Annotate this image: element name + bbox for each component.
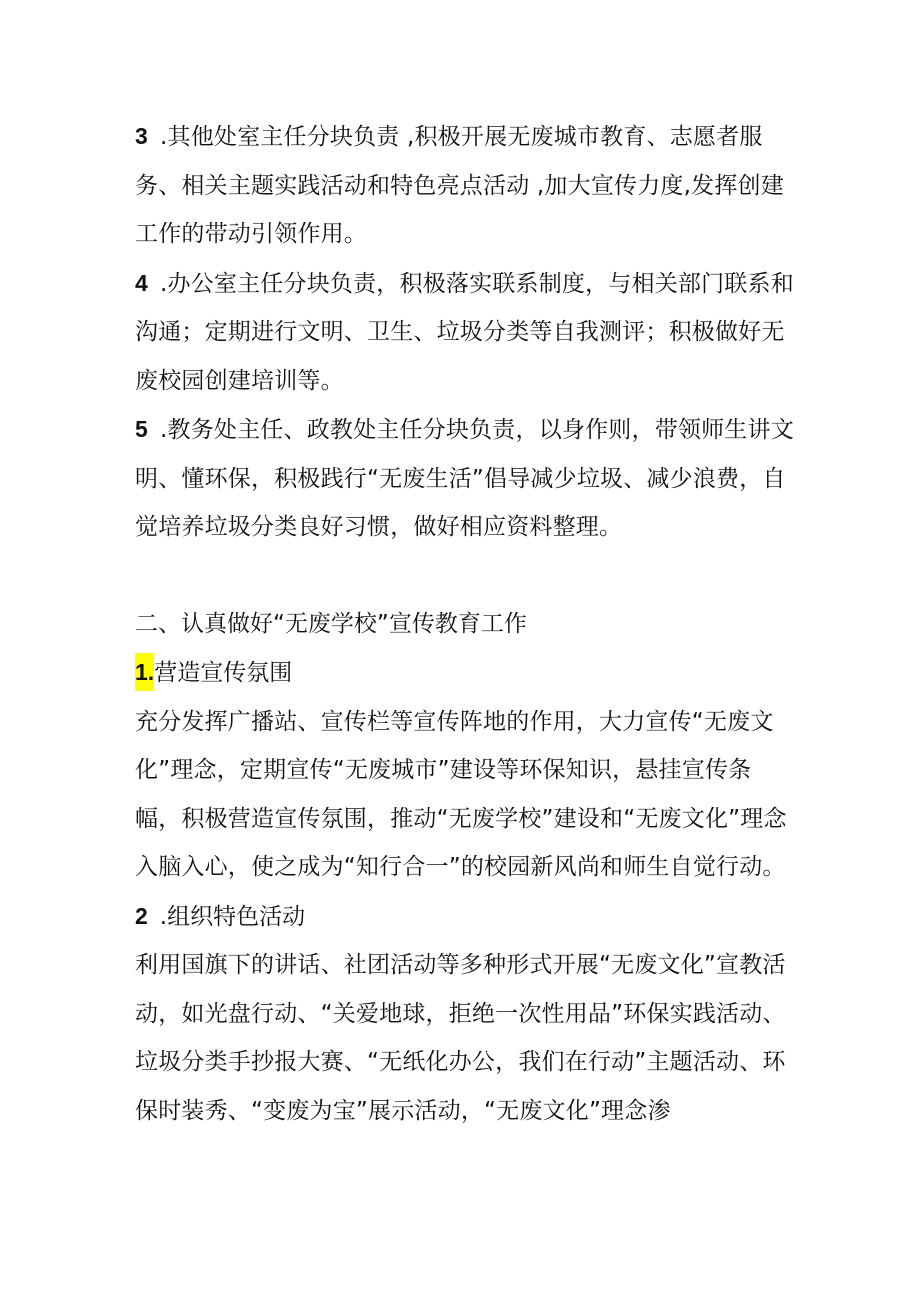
item-text: .办公室主任分块负责，积极落实联系制度，与相关部门联系和沟通；定期进行文明、卫生、垃圾分类等自我测评；积极做好无废校园创建培训等。 [135, 270, 794, 394]
subsection-1-body: 充分发挥广播站、宣传栏等宣传阵地的作用，大力宣传“无废文化”理念，定期宣传“无废城市”建设等环保知识，悬挂宣传条幅，积极营造宣传氛围，推动“无废学校”建设和“无废文化”理念入脑入心，使之成为“知行合一”的校园新风尚和师生自觉行动。 [135, 708, 787, 880]
subsection-2-body: 利用国旗下的讲话、社团活动等多种形式开展“无废文化”宣教活动，如光盘行动、“关爱地球，拒绝一次性用品”环保实践活动、垃圾分类手抄报大赛、“无纸化办公，我们在行动”主题活动、环保时装秀、“变废为宝”展示活动，“无废文化”理念渗 [135, 952, 786, 1124]
subheading-2 [135, 892, 795, 942]
item-number: 3 [135, 123, 148, 149]
list-item-3 [135, 112, 795, 259]
list-item-4 [135, 259, 795, 406]
list-item-5 [135, 405, 795, 552]
item-text: .教务处主任、政教处主任分块负责，以身作则，带领师生讲文明、懂环保，积极践行“无废生活”倡导减少垃圾、减少浪费，自觉培养垃圾分类良好习惯，做好相应资料整理。 [135, 417, 794, 540]
subheading-1 [135, 648, 795, 698]
section-gap [135, 552, 795, 600]
section-heading: 二、认真做好“无废学校”宣传教育工作 [135, 610, 527, 637]
item-number: 5 [135, 416, 148, 442]
subheading-number: 2 [135, 902, 148, 929]
subheading-title: .组织特色活动 [159, 903, 306, 930]
highlighted-number: 1. [135, 653, 154, 691]
item-number: 4 [135, 269, 148, 296]
item-text: .其他处室主任分块负责 ,积极开展无废城市教育、志愿者服务、相关主题实践活动和特色亮点活动 ,加大宣传力度,发挥创建工作的带动引领作用。 [135, 124, 784, 247]
document-content [135, 112, 795, 1135]
subheading-title: 营造宣传氛围 [154, 660, 293, 686]
